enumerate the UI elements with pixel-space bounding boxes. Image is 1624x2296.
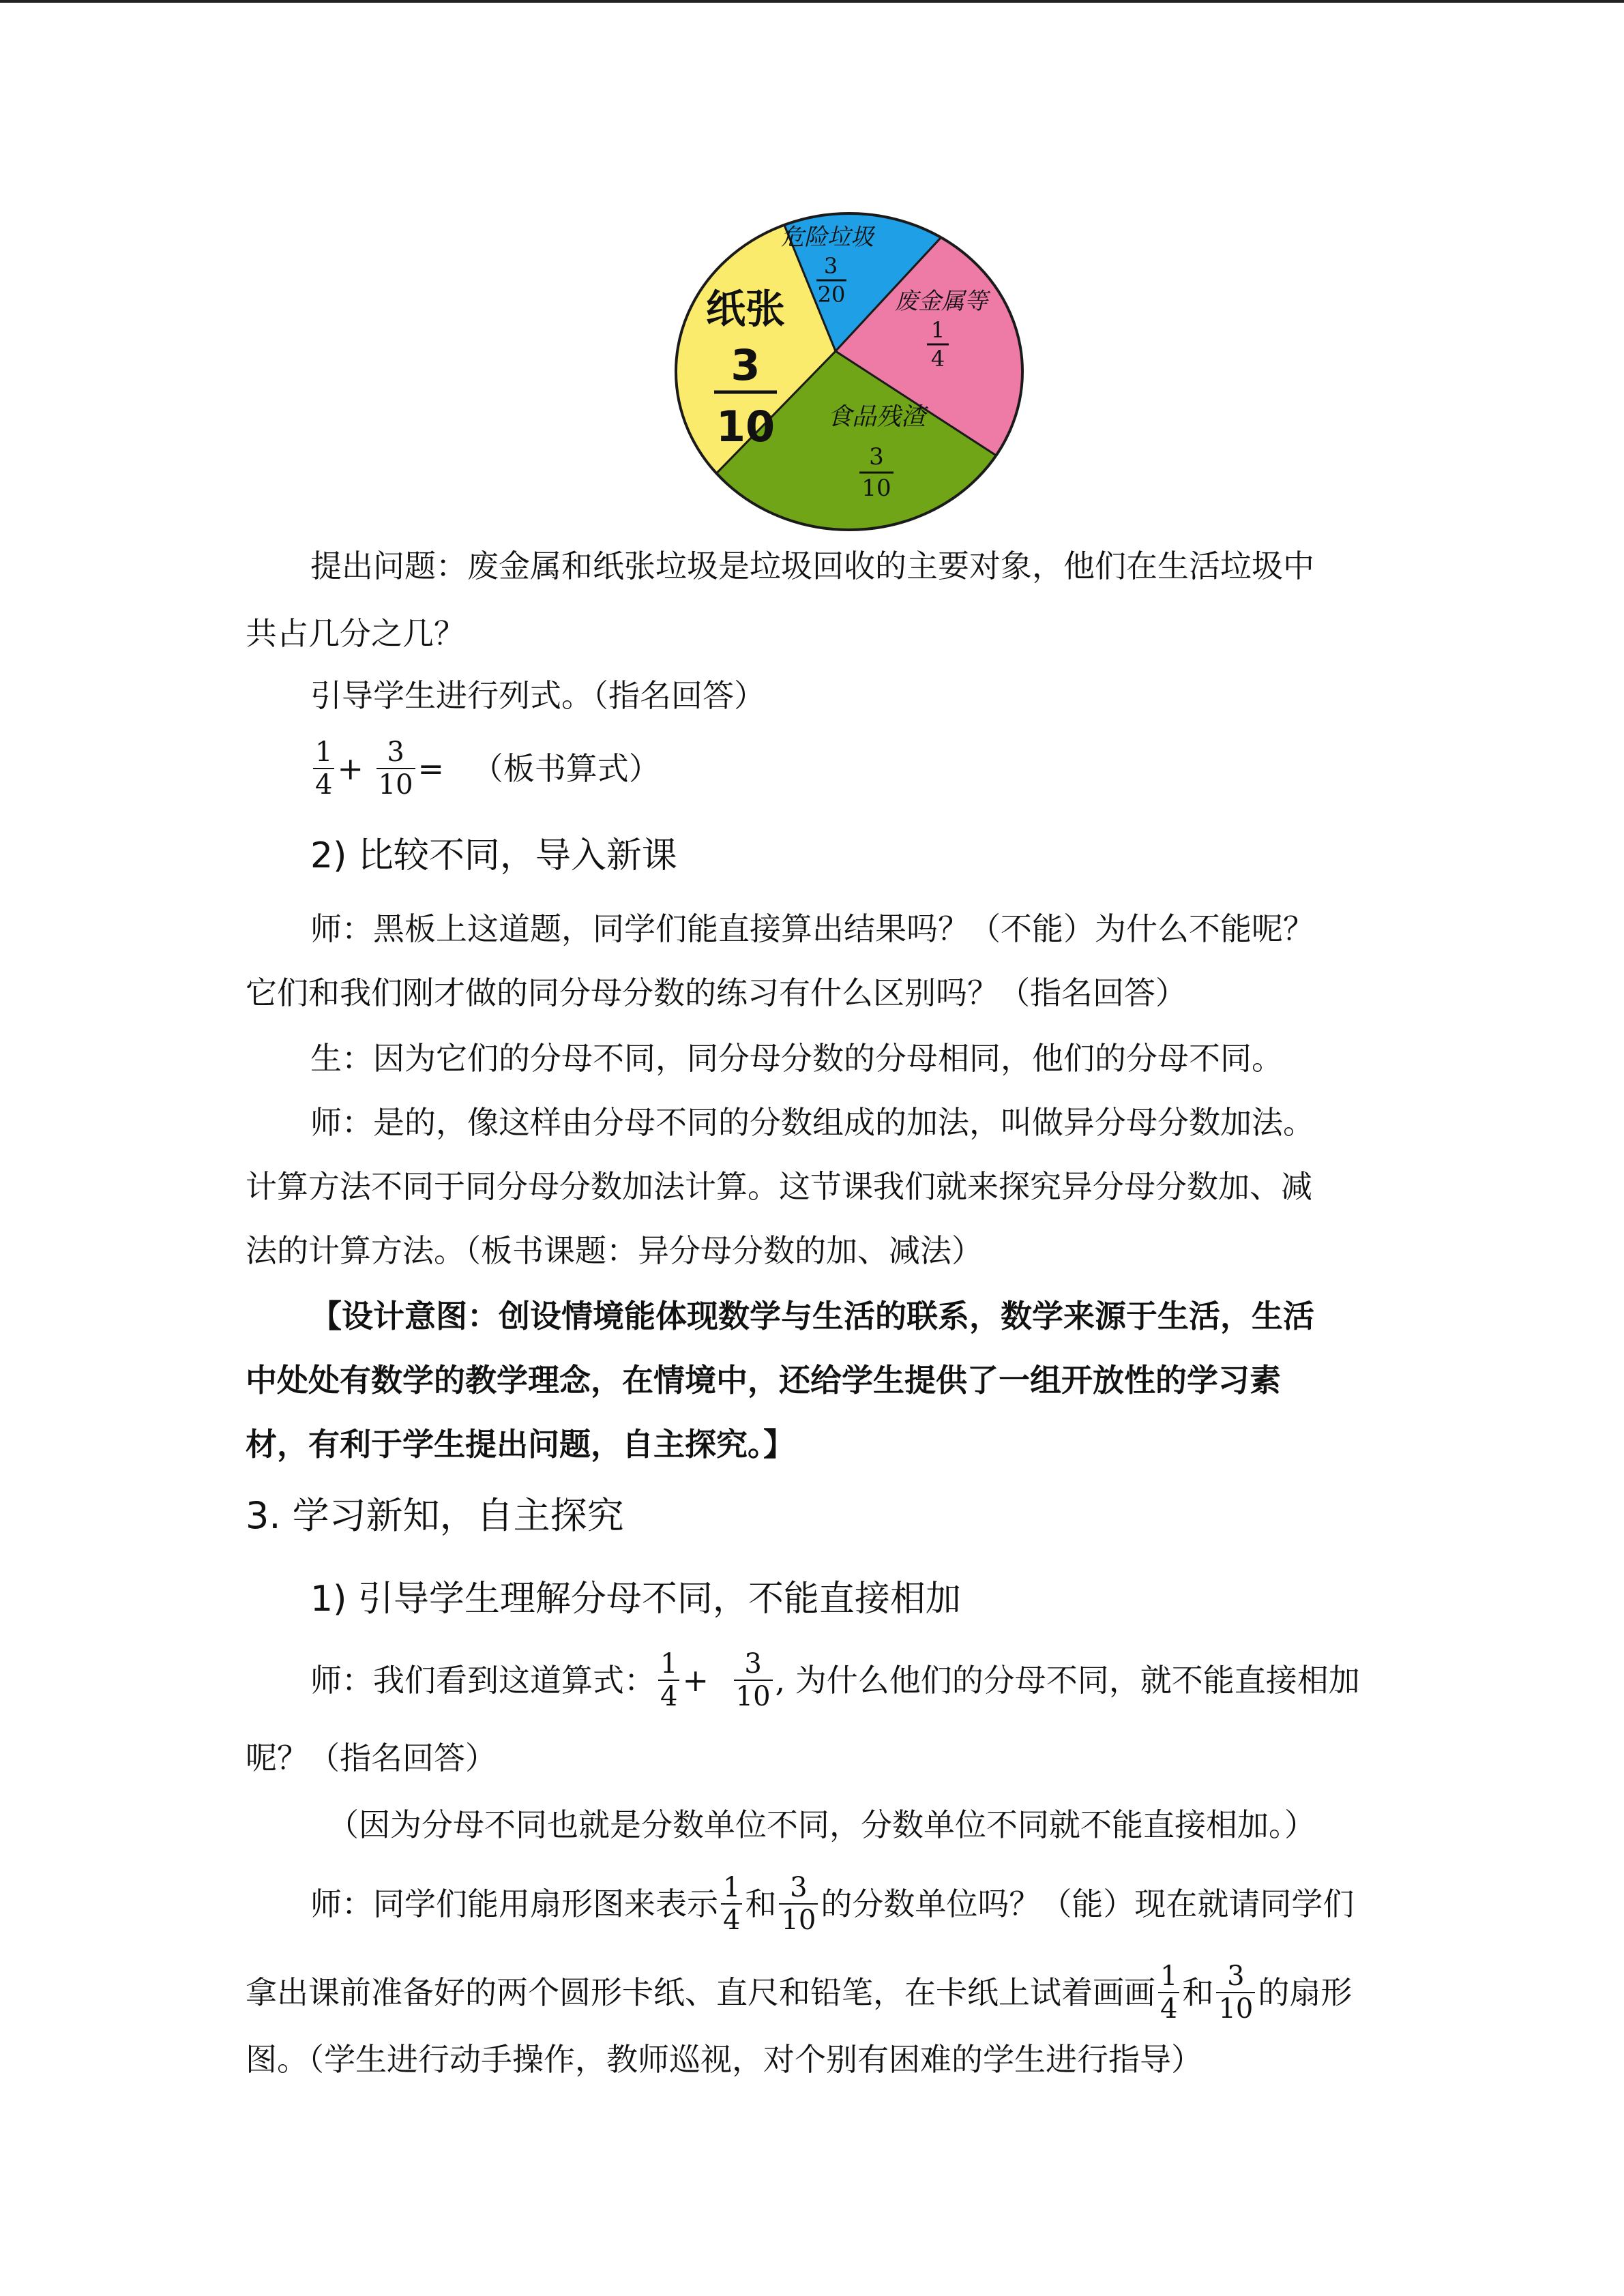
paragraph-question-line1: 提出问题：废金属和纸张垃圾是垃圾回收的主要对象，他们在生活垃圾中 (310, 548, 1314, 584)
paragraph-teacher-3-line1: 师：我们看到这道算式： $\frac{1}{4}$ + $\frac{3}{10}$ , 为什么他们的分母不同，就不能直接相加 (310, 1648, 1360, 1712)
paragraph-question-line2: 共占几分之几？ (246, 615, 465, 652)
fraction-one-quarter: $\frac{1}{4}$ (1158, 1960, 1179, 2025)
fraction-three-tenths: $\frac{3}{10}$ (779, 1872, 818, 1936)
slice-label-metal: 废金属等 (895, 288, 988, 315)
slice-numerator-paper: 3 (730, 340, 761, 390)
fraction-one-quarter: $\frac{1}{4}$ (721, 1872, 742, 1936)
slice-denominator-paper: 10 (715, 402, 776, 451)
paragraph-reason: （因为分母不同也就是分数单位不同，分数单位不同就不能直接相加。） (327, 1806, 1316, 1843)
paragraph-teacher-2-line3: 法的计算方法。（板书课题：异分母分数的加、减法） (246, 1232, 983, 1269)
section-heading-3: 3. 学习新知，自主探究 (246, 1494, 624, 1537)
plus-sign: + (337, 750, 364, 787)
paragraph-teacher-4-line2: 拿出课前准备好的两个圆形卡纸、直尺和铅笔，在卡纸上试着画画 $\frac{1}{4}$ 和 $\frac{3}{10}$ 的扇形 (246, 1960, 1353, 2025)
equals-sign: = (417, 750, 445, 787)
fraction-one-quarter: $\frac{1}{4}$ (313, 736, 334, 801)
slice-denominator-food: 10 (861, 475, 891, 502)
paragraph-teacher-3-line2: 呢？（指名回答） (246, 1740, 497, 1776)
garbage-pie-chart (665, 201, 1033, 542)
slice-numerator-metal: 1 (930, 317, 945, 343)
slice-numerator-hazardous: 3 (823, 253, 838, 279)
board-note: （板书算式） (471, 750, 660, 787)
paragraph-teacher-1-line1: 师：黑板上这道题，同学们能直接算出结果吗？（不能）为什么不能呢？ (310, 910, 1314, 947)
pie-chart-svg (665, 201, 1033, 542)
paragraph-guide: 引导学生进行列式。（指名回答） (310, 677, 765, 714)
fraction-three-tenths: $\frac{3}{10}$ (377, 736, 415, 801)
paragraph-teacher-4-line3: 图。（学生进行动手操作，教师巡视，对个别有困难的学生进行指导） (246, 2041, 1202, 2078)
fraction-one-quarter: $\frac{1}{4}$ (658, 1648, 679, 1712)
section-heading-2: 2) 比较不同，导入新课 (310, 835, 677, 876)
slice-numerator-food: 3 (869, 443, 884, 471)
equation-board (310, 732, 660, 803)
slice-denominator-metal: 4 (930, 346, 945, 372)
slice-denominator-hazardous: 20 (817, 282, 846, 308)
fraction-three-tenths: $\frac{3}{10}$ (734, 1648, 773, 1712)
design-intent-line2: 中处处有数学的教学理念，在情境中，还给学生提供了一组开放性的学习素 (246, 1362, 1281, 1399)
top-border (0, 0, 1624, 3)
paragraph-teacher-2-line1: 师：是的，像这样由分母不同的分数组成的加法，叫做异分母分数加法。 (310, 1104, 1314, 1141)
slice-label-food: 食品残渣 (827, 403, 926, 431)
design-intent-line1: 【设计意图：创设情境能体现数学与生活的联系，数学来源于生活，生活 (310, 1298, 1314, 1335)
slice-label-hazardous: 危险垃圾 (781, 224, 874, 251)
paragraph-teacher-1-line2: 它们和我们刚才做的同分母分数的练习有什么区别吗？（指名回答） (246, 974, 1187, 1011)
fraction-three-tenths: $\frac{3}{10}$ (1216, 1960, 1255, 2025)
design-intent-line3: 材，有利于学生提出问题，自主探究。】 (246, 1426, 795, 1463)
paragraph-teacher-2-line2: 计算方法不同于同分母分数加法计算。这节课我们就来探究异分母分数加、减 (246, 1168, 1312, 1205)
paragraph-teacher-4-line1: 师：同学们能用扇形图来表示 $\frac{1}{4}$ 和 $\frac{3}{10}$ 的分数单位吗？（能）现在就请同学们 (310, 1872, 1355, 1936)
section-heading-3-1: 1) 引导学生理解分母不同，不能直接相加 (310, 1579, 961, 1620)
paragraph-student: 生：因为它们的分母不同，同分母分数的分母相同，他们的分母不同。 (310, 1040, 1283, 1077)
slice-label-paper: 纸张 (705, 286, 786, 332)
